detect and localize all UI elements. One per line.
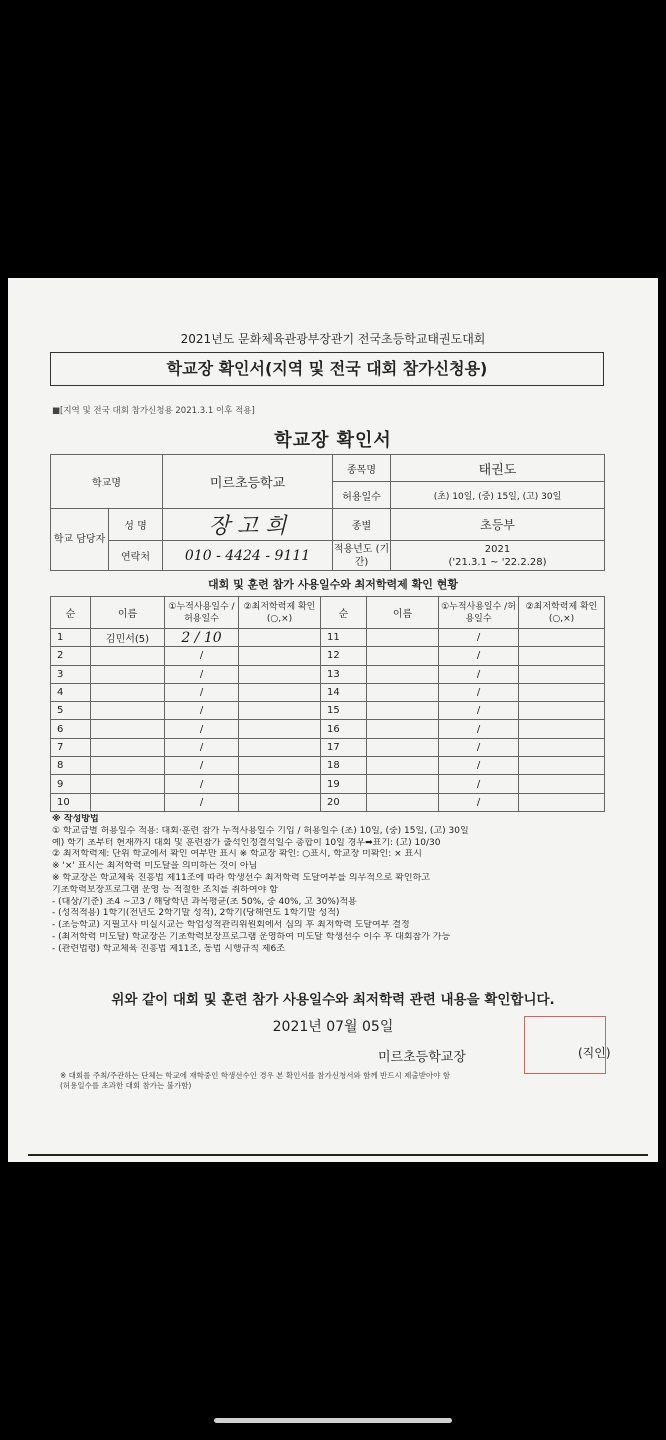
cell-no: 12 (321, 647, 367, 665)
contact-label: 연락처 (109, 541, 163, 571)
cell-no: 20 (321, 793, 367, 811)
header-name-2: 이름 (367, 597, 439, 629)
footnote-line-2: (허용일수를 초과한 대회 참가는 불가함) (60, 1081, 192, 1090)
cell-days: / (439, 775, 519, 793)
stamp-mark: (직인) (578, 1046, 611, 1060)
info-table (50, 454, 605, 571)
header-days: ①누적사용일수 /허용일수 (165, 597, 239, 629)
cell-name (367, 793, 439, 811)
cell-no: 3 (51, 665, 91, 683)
table-row (51, 702, 605, 720)
cell-days: / (439, 702, 519, 720)
cell-days: / (165, 665, 239, 683)
cell-check (239, 757, 321, 775)
cell-days: / (165, 793, 239, 811)
header-check: ②최저학력제 확인(○,×) (239, 597, 321, 629)
table-row (51, 720, 605, 738)
name-value: 장 고 희 (163, 509, 333, 541)
confirm-date: 2021년 07월 05일 (272, 1019, 394, 1035)
cell-no: 13 (321, 665, 367, 683)
event-label: 종목명 (333, 455, 391, 482)
table-row (51, 757, 605, 775)
cell-name (91, 647, 165, 665)
cell-name (367, 647, 439, 665)
school-label: 학교명 (51, 455, 163, 509)
table-row (51, 793, 605, 811)
cell-check (519, 683, 605, 701)
cell-check (519, 647, 605, 665)
note-line: ② 최저학력제: 단위 학교에서 확인 여부만 표시 ※ 학교장 확인: ○표시, 학교장 미확인: × 표시 (52, 849, 422, 860)
division-value: 초등부 (391, 509, 605, 541)
year-value: 2021 (484, 543, 511, 555)
cell-check (239, 683, 321, 701)
cell-name (91, 793, 165, 811)
cell-no: 1 (51, 629, 91, 647)
cell-name (91, 775, 165, 793)
cell-check (519, 738, 605, 756)
cell-days: / (165, 647, 239, 665)
box-title: 학교장 확인서(지역 및 전국 대회 참가신청용) (50, 352, 604, 386)
cell-no: 7 (51, 738, 91, 756)
cell-no: 11 (321, 629, 367, 647)
cell-check (519, 702, 605, 720)
division-label: 종별 (333, 509, 391, 541)
footnote (60, 1071, 450, 1091)
cell-no: 5 (51, 702, 91, 720)
status-title: 대회 및 훈련 참가 사용일수와 최저학력제 확인 현황 (208, 578, 458, 591)
cell-days: / (165, 702, 239, 720)
header-no-2: 순 (321, 597, 367, 629)
header-check-2: ②최저학력제 확인(○,×) (519, 597, 605, 629)
principal-name: 미르초등학교장 (378, 1050, 466, 1065)
cell-name (91, 702, 165, 720)
header-no: 순 (51, 597, 91, 629)
school-value: 미르초등학교 (163, 455, 333, 509)
note-line: 기초학력보장프로그램 운영 등 적절한 조치를 취하여야 함 (52, 884, 278, 895)
cell-days: / (439, 793, 519, 811)
contact-value: 010 - 4424 - 9111 (163, 541, 333, 571)
cell-days: / (439, 665, 519, 683)
cell-name (367, 702, 439, 720)
year-label: 적용년도 (기간) (333, 541, 391, 571)
cell-no: 18 (321, 757, 367, 775)
cell-days: / (165, 738, 239, 756)
cell-days: / (439, 647, 519, 665)
cell-check (519, 665, 605, 683)
cell-check (239, 629, 321, 647)
cell-name (91, 683, 165, 701)
year-period: ('21.3.1 ~ '22.2.28) (448, 556, 547, 568)
cell-no: 15 (321, 702, 367, 720)
cell-check (239, 720, 321, 738)
cell-name (91, 720, 165, 738)
cell-check (239, 647, 321, 665)
cell-name (91, 738, 165, 756)
cell-days: / (439, 757, 519, 775)
note-line: - (최저학력 미도달) 학교장은 기초학력보장프로그램 운영하여 미도달 학생선수 이수 후 대회참가 가능 (52, 931, 451, 942)
table-row (51, 665, 605, 683)
note-line: ① 학교급별 허용일수 적용: 대회·훈련 참가 누적사용일수 기입 / 허용일수 (초) 10일, (중) 15일, (고) 30일 (52, 825, 469, 836)
cell-check (519, 720, 605, 738)
status-table (50, 596, 605, 812)
cell-no: 8 (51, 757, 91, 775)
cell-check (519, 775, 605, 793)
cell-days: / (165, 775, 239, 793)
cell-check (239, 775, 321, 793)
cell-check (519, 793, 605, 811)
cell-check (239, 738, 321, 756)
table-row (51, 647, 605, 665)
table-row (51, 738, 605, 756)
cell-days: 2 / 10 (165, 629, 239, 647)
table-row (51, 683, 605, 701)
footnote-line-1: ※ 대회를 주최/주관하는 단체는 학교에 재학중인 학생선수인 경우 본 확인서를 참가신청서와 함께 반드시 제출받아야 함 (60, 1071, 450, 1080)
note-line: ※ '×' 표시는 최저학력 미도달을 의미하는 것이 아님 (52, 861, 258, 872)
cell-days: / (165, 683, 239, 701)
cell-name (367, 775, 439, 793)
confirmation-text: 위와 같이 대회 및 훈련 참가 사용일수와 최저학력 관련 내용을 확인합니다. (111, 992, 555, 1008)
cell-check (519, 757, 605, 775)
cell-no: 16 (321, 720, 367, 738)
cell-name (367, 629, 439, 647)
name-label: 성 명 (109, 509, 163, 541)
cell-name (367, 738, 439, 756)
note-line: - (초등학교) 지필고사 미실시교는 학업성적관리위원회에서 심의 후 최저학력 도달여부 결정 (52, 920, 410, 931)
cell-days: / (439, 629, 519, 647)
year-cell (391, 541, 605, 571)
cell-name (367, 665, 439, 683)
table-row (51, 775, 605, 793)
event-value: 태권도 (391, 455, 605, 482)
cell-no: 9 (51, 775, 91, 793)
document-paper (8, 278, 658, 1162)
top-note: ■[지역 및 전국 대회 참가신청용 2021.3.1 이후 적용] (52, 406, 255, 416)
cell-name (91, 757, 165, 775)
cell-check (519, 629, 605, 647)
table-row (51, 629, 605, 647)
header-days-2: ①누적사용일수 /허용일수 (439, 597, 519, 629)
cell-name (367, 757, 439, 775)
cell-name: 김민서(5) (91, 629, 165, 647)
note-line: - (관련법령) 학교체육 진흥법 제11조, 동법 시행규칙 제6조 (52, 943, 285, 954)
cell-days: / (439, 720, 519, 738)
manager-label: 학교 담당자 (51, 509, 109, 571)
cell-name (367, 683, 439, 701)
cell-no: 14 (321, 683, 367, 701)
notes-section (52, 814, 652, 956)
days-value: (초) 10일, (중) 15일, (고) 30일 (391, 482, 605, 509)
cell-check (239, 793, 321, 811)
bottom-rule (28, 1154, 648, 1156)
event-title: 2021년도 문화체육관광부장관기 전국초등학교태권도대회 (180, 332, 486, 346)
header-name: 이름 (91, 597, 165, 629)
cell-days: / (439, 738, 519, 756)
cell-no: 10 (51, 793, 91, 811)
cell-check (239, 702, 321, 720)
note-line: 예) 학기 초부터 현재까지 대회 및 훈련참가 출석인정결석일수 총합이 10일 경우➡표기: (고) 10/30 (52, 837, 441, 848)
document-title: 학교장 확인서 (274, 430, 392, 451)
cell-no: 19 (321, 775, 367, 793)
cell-days: / (165, 757, 239, 775)
cell-no: 6 (51, 720, 91, 738)
home-indicator[interactable] (214, 1418, 452, 1423)
cell-no: 4 (51, 683, 91, 701)
note-line: ※ 작성방법 (52, 814, 99, 824)
cell-no: 2 (51, 647, 91, 665)
cell-name (91, 665, 165, 683)
note-line: - (성적적용) 1학기(전년도 2학기말 성적), 2학기(당해연도 1학기말 성적) (52, 908, 340, 919)
note-line: - (대상/기준) 초4 ~고3 / 해당학년 과목평균(초 50%, 중 40%, 고 30%)적용 (52, 896, 357, 907)
status-header-row (51, 597, 605, 629)
days-label: 허용일수 (333, 482, 391, 509)
cell-days: / (439, 683, 519, 701)
note-line: ※ 학교장은 학교체육 진흥법 제11조에 따라 학생선수 최저학력 도달여부를 의무적으로 확인하고 (52, 872, 430, 883)
cell-no: 17 (321, 738, 367, 756)
cell-name (367, 720, 439, 738)
cell-check (239, 665, 321, 683)
cell-days: / (165, 720, 239, 738)
